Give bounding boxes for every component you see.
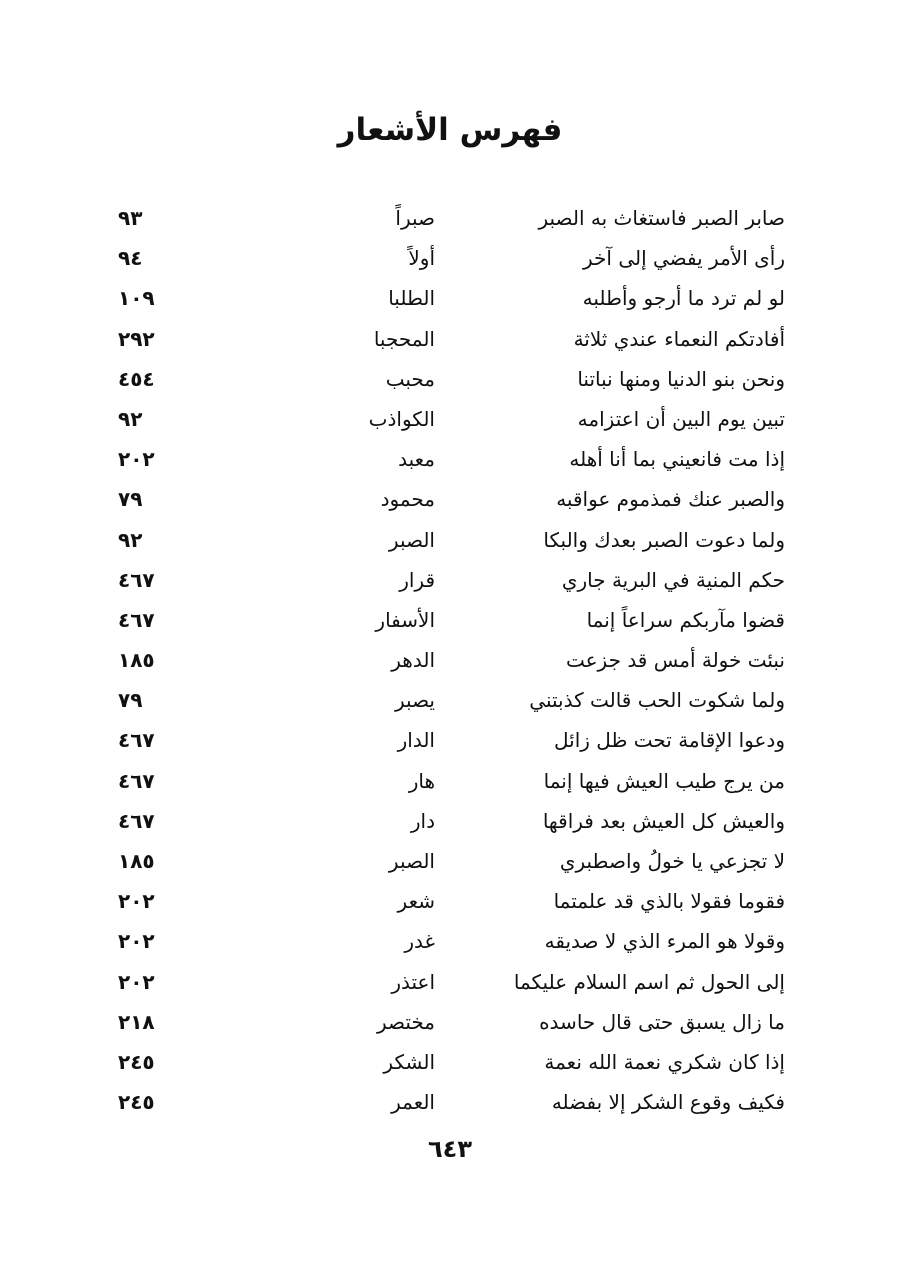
page-reference: ١٨٥ [118,648,155,673]
index-row [0,198,900,238]
page-title: فهرس الأشعار [337,112,563,148]
verse-opening: فقوما فقولا بالذي قد علمتما [553,889,785,914]
page-reference: ٩٣ [118,206,143,230]
rhyme-word: الأسفار [375,607,435,632]
page-reference: ٢٤٥ [118,1090,155,1115]
page-reference: ٢٠٢ [118,889,155,914]
rhyme-word: يصبر [395,688,435,713]
rhyme-word: مختصر [376,1009,435,1034]
verse-opening: من يرج طيب العيش فيها إنما [543,768,785,793]
verse-opening: ولما شكوت الحب قالت كذبتني [529,688,785,713]
page-reference: ٩٢ [118,406,143,431]
rhyme-word: قرار [399,567,435,592]
page-reference: ٤٦٧ [118,728,155,753]
verse-opening: فكيف وقوع الشكر إلا بفضله [551,1090,785,1115]
rhyme-word: دار [410,808,435,833]
rhyme-word: محمود [380,487,435,512]
verse-opening: حكم المنية في البرية جاري [561,567,785,592]
page-reference: ٢١٨ [118,1009,155,1034]
verse-opening: أفادتكم النعماء عندي ثلاثة [573,326,785,351]
index-row [0,520,900,560]
verse-opening: ودعوا الإقامة تحت ظل زائل [554,728,785,753]
index-row [0,1082,900,1122]
verse-opening: لو لم ترد ما أرجو وأطلبه [582,286,785,311]
verse-opening: صابر الصبر فاستغاث به الصبر [538,206,785,230]
verse-opening: والعيش كل العيش بعد فراقها [542,808,785,833]
page-reference: ٧٩ [118,688,143,713]
rhyme-word: محبب [385,366,435,391]
verse-opening: لا تجزعي يا خولُ واصطبري [559,849,785,873]
verse-opening: قضوا مآربكم سراعاً إنما [586,607,785,632]
index-row [0,801,900,841]
index-row [0,640,900,680]
verse-opening: وقولا هو المرء الذي لا صديقه [544,929,785,954]
page-reference: ٢٤٥ [118,1049,155,1074]
rhyme-word: غدر [404,929,435,954]
poetry-index-table [0,198,900,1122]
index-row [0,680,900,720]
index-row [0,479,900,519]
rhyme-word: الصبر [388,527,435,552]
rhyme-word: المحجبا [373,326,435,351]
index-row [0,399,900,439]
index-row [0,881,900,921]
page-reference: ٢٠٢ [118,447,155,472]
verse-opening: والصبر عنك فمذموم عواقبه [556,487,785,512]
page-reference: ٤٦٧ [118,607,155,632]
index-row [0,720,900,760]
rhyme-word: الدار [397,728,435,753]
page-reference: ٩٤ [118,246,143,271]
index-row [0,319,900,359]
index-row [0,439,900,479]
index-row [0,238,900,278]
index-row [0,761,900,801]
index-row [0,1042,900,1082]
verse-opening: ولما دعوت الصبر بعدك والبكا [543,527,785,552]
rhyme-word: الطلبا [388,286,435,311]
page-reference: ٤٦٧ [118,808,155,833]
index-row [0,1002,900,1042]
verse-opening: إذا مت فانعيني بما أنا أهله [569,447,785,472]
page-reference: ٩٢ [118,527,143,552]
verse-opening: نبئت خولة أمس قد جزعت [565,648,785,673]
page-reference: ٧٩ [118,487,143,512]
index-row [0,278,900,318]
rhyme-word: الدهر [391,648,435,673]
page-reference: ١٨٥ [118,849,155,873]
rhyme-word: العمر [391,1090,435,1115]
index-row [0,962,900,1002]
rhyme-word: الشكر [383,1049,435,1074]
verse-opening: ونحن بنو الدنيا ومنها نباتنا [577,366,785,391]
page-reference: ٢٩٢ [118,326,155,351]
page-reference: ٤٦٧ [118,768,155,793]
verse-opening: إذا كان شكري نعمة الله نعمة [544,1049,785,1074]
rhyme-word: صبراً [395,206,435,230]
page-reference: ١٠٩ [118,286,155,311]
verse-opening: تبين يوم البين أن اعتزامه [577,406,785,431]
page-reference: ٤٦٧ [118,567,155,592]
index-row [0,921,900,961]
index-row [0,359,900,399]
page-reference: ٢٠٢ [118,929,155,954]
index-row [0,841,900,881]
page-number: ٦٤٣ [428,1135,472,1163]
rhyme-word: أولاً [408,246,435,271]
rhyme-word: اعتذر [391,969,435,994]
page-reference: ٤٥٤ [118,366,155,391]
index-row [0,600,900,640]
rhyme-word: معبد [398,447,435,472]
rhyme-word: الكواذب [368,406,435,431]
verse-opening: رأى الأمر يفضي إلى آخر [583,246,785,271]
rhyme-word: هار [408,768,435,793]
rhyme-word: شعر [397,889,435,914]
index-row [0,560,900,600]
verse-opening: ما زال يسبق حتى قال حاسده [539,1009,785,1034]
rhyme-word: الصبر [388,849,435,873]
page-reference: ٢٠٢ [118,969,155,994]
verse-opening: إلى الحول ثم اسم السلام عليكما [513,969,785,994]
